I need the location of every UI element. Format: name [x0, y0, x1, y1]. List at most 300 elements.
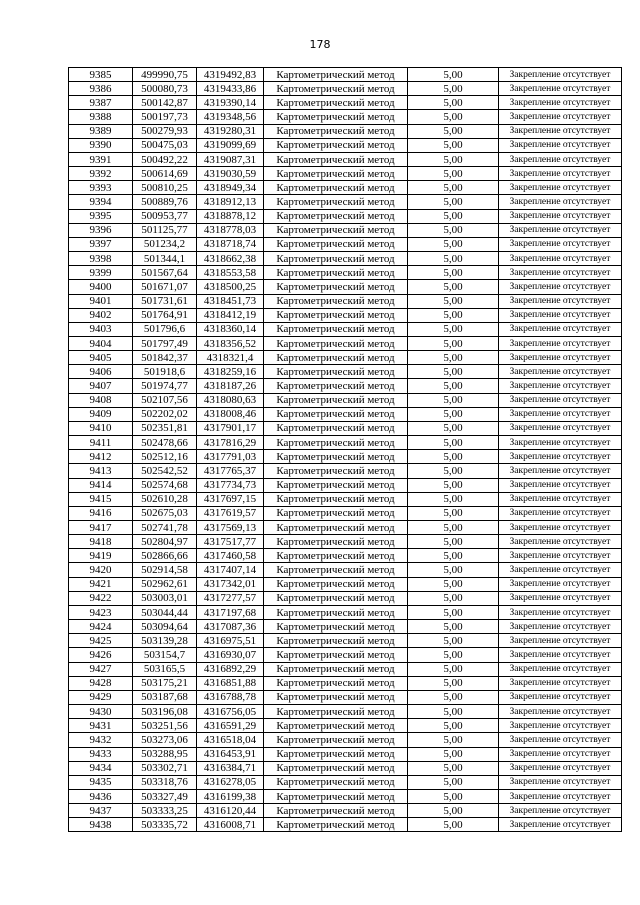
table-row — [69, 294, 622, 308]
table-row — [69, 733, 622, 747]
method-cell: Картометрический метод — [264, 563, 408, 577]
table-row — [69, 563, 622, 577]
error-cell: 5,00 — [408, 421, 499, 435]
y-coordinate-cell: 4317697,15 — [197, 492, 264, 506]
point-number-cell: 9395 — [69, 209, 133, 223]
fixing-cell: Закрепление отсутствует — [499, 393, 622, 407]
point-number-cell: 9394 — [69, 195, 133, 209]
method-cell: Картометрический метод — [264, 804, 408, 818]
fixing-cell: Закрепление отсутствует — [499, 563, 622, 577]
method-cell: Картометрический метод — [264, 280, 408, 294]
error-cell: 5,00 — [408, 294, 499, 308]
method-cell: Картометрический метод — [264, 662, 408, 676]
x-coordinate-cell: 503302,71 — [133, 761, 197, 775]
point-number-cell: 9406 — [69, 365, 133, 379]
point-number-cell: 9402 — [69, 308, 133, 322]
x-coordinate-cell: 503175,21 — [133, 676, 197, 690]
method-cell: Картометрический метод — [264, 761, 408, 775]
method-cell: Картометрический метод — [264, 223, 408, 237]
point-number-cell: 9421 — [69, 577, 133, 591]
error-cell: 5,00 — [408, 308, 499, 322]
y-coordinate-cell: 4317087,36 — [197, 620, 264, 634]
fixing-cell: Закрепление отсутствует — [499, 223, 622, 237]
table-row — [69, 789, 622, 803]
error-cell: 5,00 — [408, 464, 499, 478]
point-number-cell: 9422 — [69, 591, 133, 605]
x-coordinate-cell: 503327,49 — [133, 789, 197, 803]
method-cell: Картометрический метод — [264, 506, 408, 520]
error-cell: 5,00 — [408, 351, 499, 365]
x-coordinate-cell: 501671,07 — [133, 280, 197, 294]
table-row — [69, 393, 622, 407]
fixing-cell: Закрепление отсутствует — [499, 195, 622, 209]
point-number-cell: 9412 — [69, 450, 133, 464]
method-cell: Картометрический метод — [264, 336, 408, 350]
fixing-cell: Закрепление отсутствует — [499, 634, 622, 648]
fixing-cell: Закрепление отсутствует — [499, 209, 622, 223]
error-cell: 5,00 — [408, 82, 499, 96]
point-number-cell: 9398 — [69, 252, 133, 266]
error-cell: 5,00 — [408, 252, 499, 266]
fixing-cell: Закрепление отсутствует — [499, 167, 622, 181]
fixing-cell: Закрепление отсутствует — [499, 82, 622, 96]
error-cell: 5,00 — [408, 521, 499, 535]
table-row — [69, 535, 622, 549]
point-number-cell: 9415 — [69, 492, 133, 506]
point-number-cell: 9435 — [69, 775, 133, 789]
fixing-cell: Закрепление отсутствует — [499, 577, 622, 591]
point-number-cell: 9397 — [69, 237, 133, 251]
table-row — [69, 605, 622, 619]
error-cell: 5,00 — [408, 804, 499, 818]
fixing-cell: Закрепление отсутствует — [499, 181, 622, 195]
y-coordinate-cell: 4318008,46 — [197, 407, 264, 421]
error-cell: 5,00 — [408, 719, 499, 733]
method-cell: Картометрический метод — [264, 747, 408, 761]
table-row — [69, 280, 622, 294]
error-cell: 5,00 — [408, 506, 499, 520]
error-cell: 5,00 — [408, 336, 499, 350]
error-cell: 5,00 — [408, 152, 499, 166]
method-cell: Картометрический метод — [264, 167, 408, 181]
fixing-cell: Закрепление отсутствует — [499, 124, 622, 138]
error-cell: 5,00 — [408, 492, 499, 506]
table-row — [69, 690, 622, 704]
fixing-cell: Закрепление отсутствует — [499, 436, 622, 450]
y-coordinate-cell: 4316384,71 — [197, 761, 264, 775]
method-cell: Картометрический метод — [264, 648, 408, 662]
method-cell: Картометрический метод — [264, 209, 408, 223]
fixing-cell: Закрепление отсутствует — [499, 818, 622, 832]
y-coordinate-cell: 4319433,86 — [197, 82, 264, 96]
y-coordinate-cell: 4316756,05 — [197, 705, 264, 719]
table-row — [69, 252, 622, 266]
y-coordinate-cell: 4319030,59 — [197, 167, 264, 181]
method-cell: Картометрический метод — [264, 195, 408, 209]
table-row — [69, 761, 622, 775]
error-cell: 5,00 — [408, 747, 499, 761]
page-number: 178 — [309, 38, 331, 51]
fixing-cell: Закрепление отсутствует — [499, 464, 622, 478]
point-number-cell: 9386 — [69, 82, 133, 96]
coordinates-table-body — [69, 68, 622, 832]
point-number-cell: 9396 — [69, 223, 133, 237]
x-coordinate-cell: 503333,25 — [133, 804, 197, 818]
fixing-cell: Закрепление отсутствует — [499, 733, 622, 747]
y-coordinate-cell: 4316278,05 — [197, 775, 264, 789]
x-coordinate-cell: 501764,91 — [133, 308, 197, 322]
table-row — [69, 365, 622, 379]
y-coordinate-cell: 4318878,12 — [197, 209, 264, 223]
table-row — [69, 436, 622, 450]
x-coordinate-cell: 500889,76 — [133, 195, 197, 209]
point-number-cell: 9423 — [69, 605, 133, 619]
table-row — [69, 167, 622, 181]
error-cell: 5,00 — [408, 209, 499, 223]
error-cell: 5,00 — [408, 535, 499, 549]
table-row — [69, 450, 622, 464]
point-number-cell: 9428 — [69, 676, 133, 690]
y-coordinate-cell: 4319492,83 — [197, 68, 264, 82]
x-coordinate-cell: 501731,61 — [133, 294, 197, 308]
x-coordinate-cell: 503003,01 — [133, 591, 197, 605]
table-row — [69, 223, 622, 237]
method-cell: Картометрический метод — [264, 676, 408, 690]
error-cell: 5,00 — [408, 266, 499, 280]
y-coordinate-cell: 4316199,38 — [197, 789, 264, 803]
point-number-cell: 9391 — [69, 152, 133, 166]
y-coordinate-cell: 4317619,57 — [197, 506, 264, 520]
method-cell: Картометрический метод — [264, 96, 408, 110]
table-row — [69, 68, 622, 82]
table-row — [69, 464, 622, 478]
table-row — [69, 138, 622, 152]
table-row — [69, 676, 622, 690]
x-coordinate-cell: 501796,6 — [133, 322, 197, 336]
y-coordinate-cell: 4318662,38 — [197, 252, 264, 266]
point-number-cell: 9420 — [69, 563, 133, 577]
error-cell: 5,00 — [408, 393, 499, 407]
fixing-cell: Закрепление отсутствует — [499, 96, 622, 110]
fixing-cell: Закрепление отсутствует — [499, 407, 622, 421]
method-cell: Картометрический метод — [264, 393, 408, 407]
error-cell: 5,00 — [408, 322, 499, 336]
error-cell: 5,00 — [408, 280, 499, 294]
y-coordinate-cell: 4317407,14 — [197, 563, 264, 577]
method-cell: Картометрический метод — [264, 591, 408, 605]
x-coordinate-cell: 500080,73 — [133, 82, 197, 96]
point-number-cell: 9390 — [69, 138, 133, 152]
y-coordinate-cell: 4317342,01 — [197, 577, 264, 591]
error-cell: 5,00 — [408, 436, 499, 450]
y-coordinate-cell: 4316851,88 — [197, 676, 264, 690]
x-coordinate-cell: 502962,61 — [133, 577, 197, 591]
y-coordinate-cell: 4319280,31 — [197, 124, 264, 138]
point-number-cell: 9429 — [69, 690, 133, 704]
error-cell: 5,00 — [408, 648, 499, 662]
method-cell: Картометрический метод — [264, 535, 408, 549]
x-coordinate-cell: 502866,66 — [133, 549, 197, 563]
error-cell: 5,00 — [408, 124, 499, 138]
x-coordinate-cell: 500810,25 — [133, 181, 197, 195]
y-coordinate-cell: 4316788,78 — [197, 690, 264, 704]
y-coordinate-cell: 4318321,4 — [197, 351, 264, 365]
error-cell: 5,00 — [408, 195, 499, 209]
y-coordinate-cell: 4318718,74 — [197, 237, 264, 251]
point-number-cell: 9401 — [69, 294, 133, 308]
error-cell: 5,00 — [408, 818, 499, 832]
x-coordinate-cell: 500197,73 — [133, 110, 197, 124]
fixing-cell: Закрепление отсутствует — [499, 549, 622, 563]
y-coordinate-cell: 4317765,37 — [197, 464, 264, 478]
point-number-cell: 9438 — [69, 818, 133, 832]
method-cell: Картометрический метод — [264, 266, 408, 280]
method-cell: Картометрический метод — [264, 719, 408, 733]
fixing-cell: Закрепление отсутствует — [499, 379, 622, 393]
fixing-cell: Закрепление отсутствует — [499, 492, 622, 506]
table-row — [69, 152, 622, 166]
fixing-cell: Закрепление отсутствует — [499, 237, 622, 251]
x-coordinate-cell: 501567,64 — [133, 266, 197, 280]
method-cell: Картометрический метод — [264, 421, 408, 435]
error-cell: 5,00 — [408, 68, 499, 82]
error-cell: 5,00 — [408, 237, 499, 251]
fixing-cell: Закрепление отсутствует — [499, 620, 622, 634]
table-row — [69, 549, 622, 563]
y-coordinate-cell: 4318451,73 — [197, 294, 264, 308]
method-cell: Картометрический метод — [264, 138, 408, 152]
x-coordinate-cell: 501797,49 — [133, 336, 197, 350]
fixing-cell: Закрепление отсутствует — [499, 478, 622, 492]
fixing-cell: Закрепление отсутствует — [499, 138, 622, 152]
point-number-cell: 9399 — [69, 266, 133, 280]
error-cell: 5,00 — [408, 775, 499, 789]
method-cell: Картометрический метод — [264, 620, 408, 634]
error-cell: 5,00 — [408, 662, 499, 676]
x-coordinate-cell: 503251,56 — [133, 719, 197, 733]
fixing-cell: Закрепление отсутствует — [499, 605, 622, 619]
table-row — [69, 308, 622, 322]
point-number-cell: 9403 — [69, 322, 133, 336]
method-cell: Картометрический метод — [264, 464, 408, 478]
x-coordinate-cell: 503044,44 — [133, 605, 197, 619]
point-number-cell: 9430 — [69, 705, 133, 719]
x-coordinate-cell: 503288,95 — [133, 747, 197, 761]
table-row — [69, 110, 622, 124]
x-coordinate-cell: 501234,2 — [133, 237, 197, 251]
fixing-cell: Закрепление отсутствует — [499, 450, 622, 464]
x-coordinate-cell: 502542,52 — [133, 464, 197, 478]
y-coordinate-cell: 4317901,17 — [197, 421, 264, 435]
method-cell: Картометрический метод — [264, 237, 408, 251]
fixing-cell: Закрепление отсутствует — [499, 421, 622, 435]
table-row — [69, 648, 622, 662]
error-cell: 5,00 — [408, 407, 499, 421]
point-number-cell: 9405 — [69, 351, 133, 365]
y-coordinate-cell: 4317517,77 — [197, 535, 264, 549]
method-cell: Картометрический метод — [264, 110, 408, 124]
fixing-cell: Закрепление отсутствует — [499, 252, 622, 266]
method-cell: Картометрический метод — [264, 690, 408, 704]
x-coordinate-cell: 503196,08 — [133, 705, 197, 719]
point-number-cell: 9408 — [69, 393, 133, 407]
fixing-cell: Закрепление отсутствует — [499, 804, 622, 818]
x-coordinate-cell: 502610,28 — [133, 492, 197, 506]
point-number-cell: 9387 — [69, 96, 133, 110]
y-coordinate-cell: 4317816,29 — [197, 436, 264, 450]
method-cell: Картометрический метод — [264, 818, 408, 832]
x-coordinate-cell: 499990,75 — [133, 68, 197, 82]
y-coordinate-cell: 4317734,73 — [197, 478, 264, 492]
x-coordinate-cell: 500492,22 — [133, 152, 197, 166]
x-coordinate-cell: 502512,16 — [133, 450, 197, 464]
x-coordinate-cell: 502107,56 — [133, 393, 197, 407]
point-number-cell: 9426 — [69, 648, 133, 662]
x-coordinate-cell: 502741,78 — [133, 521, 197, 535]
y-coordinate-cell: 4318500,25 — [197, 280, 264, 294]
point-number-cell: 9419 — [69, 549, 133, 563]
error-cell: 5,00 — [408, 591, 499, 605]
point-number-cell: 9432 — [69, 733, 133, 747]
x-coordinate-cell: 502478,66 — [133, 436, 197, 450]
fixing-cell: Закрепление отсутствует — [499, 152, 622, 166]
x-coordinate-cell: 503139,28 — [133, 634, 197, 648]
coordinates-table — [68, 67, 622, 832]
point-number-cell: 9404 — [69, 336, 133, 350]
table-row — [69, 407, 622, 421]
y-coordinate-cell: 4318356,52 — [197, 336, 264, 350]
point-number-cell: 9393 — [69, 181, 133, 195]
x-coordinate-cell: 500614,69 — [133, 167, 197, 181]
table-row — [69, 237, 622, 251]
x-coordinate-cell: 503154,7 — [133, 648, 197, 662]
error-cell: 5,00 — [408, 563, 499, 577]
point-number-cell: 9414 — [69, 478, 133, 492]
x-coordinate-cell: 503318,76 — [133, 775, 197, 789]
fixing-cell: Закрепление отсутствует — [499, 690, 622, 704]
y-coordinate-cell: 4317791,03 — [197, 450, 264, 464]
x-coordinate-cell: 503335,72 — [133, 818, 197, 832]
y-coordinate-cell: 4319099,69 — [197, 138, 264, 152]
fixing-cell: Закрепление отсутствует — [499, 365, 622, 379]
point-number-cell: 9433 — [69, 747, 133, 761]
y-coordinate-cell: 4316518,04 — [197, 733, 264, 747]
point-number-cell: 9392 — [69, 167, 133, 181]
point-number-cell: 9427 — [69, 662, 133, 676]
error-cell: 5,00 — [408, 549, 499, 563]
table-row — [69, 521, 622, 535]
method-cell: Картометрический метод — [264, 705, 408, 719]
fixing-cell: Закрепление отсутствует — [499, 705, 622, 719]
x-coordinate-cell: 501842,37 — [133, 351, 197, 365]
x-coordinate-cell: 502804,97 — [133, 535, 197, 549]
method-cell: Картометрический метод — [264, 521, 408, 535]
fixing-cell: Закрепление отсутствует — [499, 68, 622, 82]
point-number-cell: 9417 — [69, 521, 133, 535]
fixing-cell: Закрепление отсутствует — [499, 789, 622, 803]
y-coordinate-cell: 4319390,14 — [197, 96, 264, 110]
table-row — [69, 96, 622, 110]
x-coordinate-cell: 500279,93 — [133, 124, 197, 138]
table-row — [69, 336, 622, 350]
method-cell: Картометрический метод — [264, 549, 408, 563]
y-coordinate-cell: 4317460,58 — [197, 549, 264, 563]
point-number-cell: 9437 — [69, 804, 133, 818]
x-coordinate-cell: 500142,87 — [133, 96, 197, 110]
point-number-cell: 9388 — [69, 110, 133, 124]
point-number-cell: 9389 — [69, 124, 133, 138]
error-cell: 5,00 — [408, 365, 499, 379]
point-number-cell: 9431 — [69, 719, 133, 733]
error-cell: 5,00 — [408, 733, 499, 747]
method-cell: Картометрический метод — [264, 124, 408, 138]
y-coordinate-cell: 4318080,63 — [197, 393, 264, 407]
fixing-cell: Закрепление отсутствует — [499, 351, 622, 365]
method-cell: Картометрический метод — [264, 492, 408, 506]
fixing-cell: Закрепление отсутствует — [499, 294, 622, 308]
y-coordinate-cell: 4318259,16 — [197, 365, 264, 379]
fixing-cell: Закрепление отсутствует — [499, 322, 622, 336]
y-coordinate-cell: 4316008,71 — [197, 818, 264, 832]
x-coordinate-cell: 502574,68 — [133, 478, 197, 492]
error-cell: 5,00 — [408, 605, 499, 619]
y-coordinate-cell: 4319087,31 — [197, 152, 264, 166]
method-cell: Картометрический метод — [264, 152, 408, 166]
error-cell: 5,00 — [408, 138, 499, 152]
point-number-cell: 9413 — [69, 464, 133, 478]
fixing-cell: Закрепление отсутствует — [499, 648, 622, 662]
y-coordinate-cell: 4319348,56 — [197, 110, 264, 124]
method-cell: Картометрический метод — [264, 605, 408, 619]
y-coordinate-cell: 4316930,07 — [197, 648, 264, 662]
point-number-cell: 9416 — [69, 506, 133, 520]
method-cell: Картометрический метод — [264, 252, 408, 266]
x-coordinate-cell: 503187,68 — [133, 690, 197, 704]
table-row — [69, 266, 622, 280]
y-coordinate-cell: 4318912,13 — [197, 195, 264, 209]
table-row — [69, 591, 622, 605]
x-coordinate-cell: 501918,6 — [133, 365, 197, 379]
error-cell: 5,00 — [408, 478, 499, 492]
fixing-cell: Закрепление отсутствует — [499, 591, 622, 605]
y-coordinate-cell: 4318187,26 — [197, 379, 264, 393]
error-cell: 5,00 — [408, 761, 499, 775]
y-coordinate-cell: 4318949,34 — [197, 181, 264, 195]
fixing-cell: Закрепление отсутствует — [499, 676, 622, 690]
method-cell: Картометрический метод — [264, 407, 408, 421]
x-coordinate-cell: 503165,5 — [133, 662, 197, 676]
method-cell: Картометрический метод — [264, 436, 408, 450]
method-cell: Картометрический метод — [264, 450, 408, 464]
x-coordinate-cell: 502202,02 — [133, 407, 197, 421]
x-coordinate-cell: 503273,06 — [133, 733, 197, 747]
table-row — [69, 82, 622, 96]
error-cell: 5,00 — [408, 789, 499, 803]
y-coordinate-cell: 4317569,13 — [197, 521, 264, 535]
table-row — [69, 818, 622, 832]
y-coordinate-cell: 4318412,19 — [197, 308, 264, 322]
table-row — [69, 379, 622, 393]
fixing-cell: Закрепление отсутствует — [499, 662, 622, 676]
fixing-cell: Закрепление отсутствует — [499, 308, 622, 322]
method-cell: Картометрический метод — [264, 68, 408, 82]
y-coordinate-cell: 4318360,14 — [197, 322, 264, 336]
method-cell: Картометрический метод — [264, 733, 408, 747]
x-coordinate-cell: 501974,77 — [133, 379, 197, 393]
x-coordinate-cell: 501344,1 — [133, 252, 197, 266]
fixing-cell: Закрепление отсутствует — [499, 535, 622, 549]
method-cell: Картометрический метод — [264, 478, 408, 492]
